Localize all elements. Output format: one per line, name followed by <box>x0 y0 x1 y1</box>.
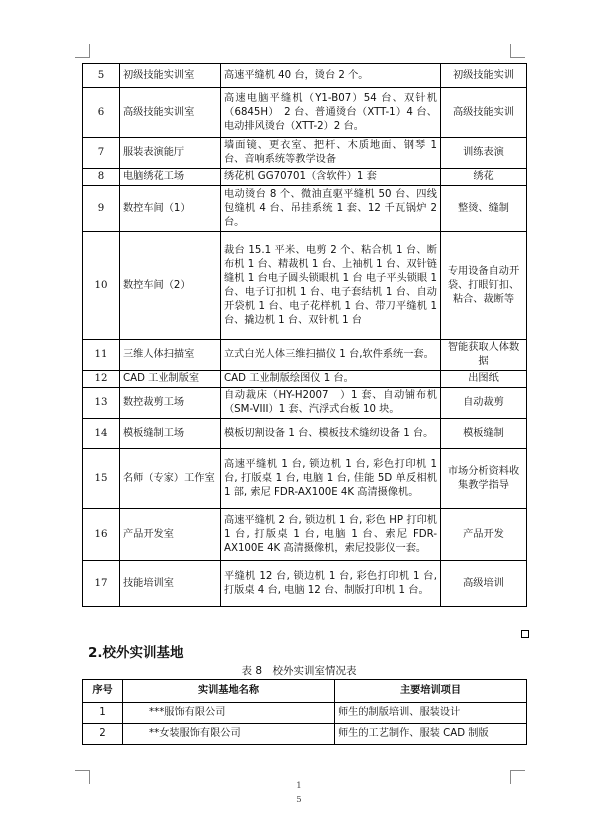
table-row <box>83 186 527 232</box>
row-number: 15 <box>83 449 120 509</box>
equipment-text: 裁台 15.1 平米、电剪 2 个、粘合机 1 台、断布机 1 台、精裁机 1 台、上袖机 1 台、双针链缝机 1 台电子圆头锁眼机 1 台 电子平头锁眼 1 台、电子订扣机 1 台、电子套结机 1 台、自动开袋机 1 台、电子花样机 1 台、带刀平缝机 1 台、撬边机 1 台、双针机 1 台 <box>221 232 441 340</box>
room-name: 电脑绣花工场 <box>120 169 221 186</box>
room-name: 产品开发室 <box>120 509 221 561</box>
equipment-text: 高速平缝机 2 台, 锁边机 1 台, 彩色 HP 打印机 1 台, 打版桌 1 台, 电脑 1 台、索尼 FDR-AX100E 4K 高清摄像机，索尼投影仪一套。 <box>221 509 441 561</box>
equipment-text: CAD 工业制版绘图仪 1 台。 <box>221 371 441 388</box>
table-row <box>83 232 527 340</box>
training-project: 整烫、缝制 <box>441 186 527 232</box>
room-name: 数控车间（2） <box>120 232 221 340</box>
table-row <box>83 509 527 561</box>
table-caption: 表 8 校外实训室情况表 <box>241 665 357 677</box>
equipment-text: 高速平缝机 40 台，烫台 2 个。 <box>221 64 441 88</box>
training-project: 自动裁剪 <box>441 388 527 419</box>
header-no: 序号 <box>83 680 123 703</box>
room-name: 模板缝制工场 <box>120 419 221 449</box>
table-row <box>83 371 527 388</box>
room-name: CAD 工业制版室 <box>120 371 221 388</box>
row-number: 2 <box>83 724 123 745</box>
table-row <box>83 724 527 745</box>
equipment-text: 模板切割设备 1 台、模板技术缝纫设备 1 台。 <box>221 419 441 449</box>
crop-mark-bottom-right-h <box>510 770 525 771</box>
training-project: 高级技能实训 <box>441 88 527 138</box>
table-row <box>83 561 527 607</box>
row-number: 1 <box>83 703 123 724</box>
training-project: 高级培训 <box>441 561 527 607</box>
room-name: 服装表演能厅 <box>120 138 221 169</box>
crop-mark-top-left-h <box>75 57 90 58</box>
training-room-table <box>82 63 527 607</box>
offcampus-base-table <box>82 679 527 745</box>
table-row <box>83 138 527 169</box>
crop-mark-top-right-h <box>510 57 525 58</box>
room-name: 数控裁剪工场 <box>120 388 221 419</box>
row-number: 13 <box>83 388 120 419</box>
row-number: 7 <box>83 138 120 169</box>
training-project: 智能获取人体数据 <box>441 340 527 371</box>
training-project: 市场分析资料收集教学指导 <box>441 449 527 509</box>
row-number: 14 <box>83 419 120 449</box>
base-name: **女装服饰有限公司 <box>123 724 335 745</box>
training-project: 绣花 <box>441 169 527 186</box>
table-header-row <box>83 680 527 703</box>
table-row <box>83 64 527 88</box>
row-number: 12 <box>83 371 120 388</box>
table-resize-handle[interactable] <box>521 630 529 638</box>
room-name: 技能培训室 <box>120 561 221 607</box>
training-project: 师生的制版培训、服装设计 <box>335 703 527 724</box>
training-project: 模板缝制 <box>441 419 527 449</box>
table-row <box>83 419 527 449</box>
equipment-text: 绣花机 GG70701（含软件）1 套 <box>221 169 441 186</box>
crop-mark-bottom-left-h <box>75 770 90 771</box>
table-row <box>83 388 527 419</box>
room-name: 三维人体扫描室 <box>120 340 221 371</box>
room-name: 初级技能实训室 <box>120 64 221 88</box>
table-row <box>83 703 527 724</box>
header-base-name: 实训基地名称 <box>123 680 335 703</box>
section-heading: 2.校外实训基地 <box>88 645 184 661</box>
training-project: 训练表演 <box>441 138 527 169</box>
table-row <box>83 88 527 138</box>
row-number: 5 <box>83 64 120 88</box>
crop-mark-top-right-v <box>510 44 511 58</box>
row-number: 16 <box>83 509 120 561</box>
training-project: 产品开发 <box>441 509 527 561</box>
training-project: 出图纸 <box>441 371 527 388</box>
crop-mark-top-left-v <box>89 44 90 58</box>
room-name: 高级技能实训室 <box>120 88 221 138</box>
header-training: 主要培训项目 <box>335 680 527 703</box>
equipment-text: 平缝机 12 台, 锁边机 1 台, 彩色打印机 1 台, 打版桌 4 台, 电脑 12 台、制版打印机 1 台。 <box>221 561 441 607</box>
row-number: 17 <box>83 561 120 607</box>
page-number: 1 <box>296 781 302 791</box>
room-name: 名师（专家）工作室 <box>120 449 221 509</box>
row-number: 9 <box>83 186 120 232</box>
room-name: 数控车间（1） <box>120 186 221 232</box>
equipment-text: 立式白光人体三维扫描仪 1 台,软件系统一套。 <box>221 340 441 371</box>
training-project: 专用设备自动开袋、打眼钉扣、粘合、裁断等 <box>441 232 527 340</box>
row-number: 8 <box>83 169 120 186</box>
table-row <box>83 169 527 186</box>
table-row <box>83 449 527 509</box>
base-name: ***服饰有限公司 <box>123 703 335 724</box>
equipment-text: 自动裁床（HY-H2007 ）1 套、自动铺布机（SM-VIII）1 套、汽浮式台板 10 块。 <box>221 388 441 419</box>
row-number: 11 <box>83 340 120 371</box>
training-project: 初级技能实训 <box>441 64 527 88</box>
equipment-text: 高速平缝机 1 台, 锁边机 1 台, 彩色打印机 1 台, 打版桌 1 台, 电脑 1 台, 佳能 5D 单反相机 1 部, 索尼 FDR-AX100E 4K 高清摄像机。 <box>221 449 441 509</box>
table-row <box>83 340 527 371</box>
equipment-text: 墙面镜、更衣室、把杆、木质地面、钢琴 1 台、音响系统等教学设备 <box>221 138 441 169</box>
equipment-text: 高速电脑平缝机（Y1-B07）54 台、双针机（6845H） 2 台、普通烫台（XTT-1）4 台、电动排风烫台（XTT-2）2 台。 <box>221 88 441 138</box>
page-number-sub: 5 <box>296 795 302 805</box>
row-number: 6 <box>83 88 120 138</box>
row-number: 10 <box>83 232 120 340</box>
training-project: 师生的工艺制作、服装 CAD 制版 <box>335 724 527 745</box>
equipment-text: 电动烫台 8 个、微油直驱平缝机 50 台、四线包缝机 4 台、吊挂系统 1 套、12 千瓦锅炉 2 台。 <box>221 186 441 232</box>
